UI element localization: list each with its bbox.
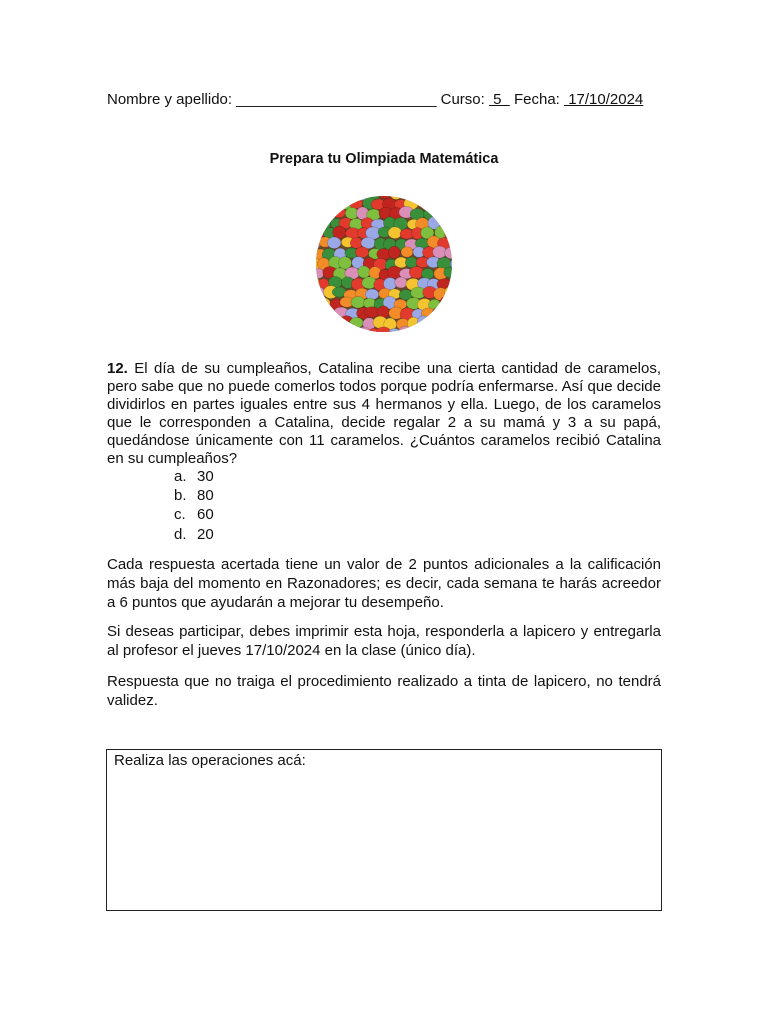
candy-piece xyxy=(440,296,452,308)
problem-number: 12. xyxy=(107,360,128,377)
candy-piece xyxy=(323,208,336,218)
candy-piece xyxy=(323,196,337,199)
option-d[interactable] xyxy=(174,525,214,544)
candy-piece xyxy=(433,246,447,258)
candy-piece xyxy=(365,289,378,300)
candy-piece xyxy=(402,196,415,199)
page-title: Prepara tu Olimpiada Matemática xyxy=(269,151,499,167)
candy-piece xyxy=(330,316,343,329)
candy-piece xyxy=(428,197,441,209)
option-letter: d. xyxy=(174,525,187,543)
date-value[interactable]: 17/10/2024 xyxy=(564,91,644,108)
option-b[interactable] xyxy=(174,486,214,505)
option-a[interactable] xyxy=(174,467,214,486)
option-value: 60 xyxy=(197,506,214,524)
course-value[interactable]: 5 xyxy=(488,91,510,108)
candy-piece xyxy=(413,196,425,199)
candy-piece xyxy=(334,196,346,200)
candy-piece xyxy=(319,199,334,211)
candy-piece xyxy=(316,317,321,328)
candy-piece xyxy=(355,247,369,258)
candy-piece xyxy=(449,198,452,208)
candy-piece xyxy=(422,196,435,198)
candy-piece xyxy=(358,266,370,278)
candy-image xyxy=(316,196,452,332)
candy-piece xyxy=(438,197,452,207)
candy-piece xyxy=(316,296,322,308)
candy-piece xyxy=(417,196,430,207)
scoring-paragraph: Cada respuesta acertada tiene un valor de 2 puntos adicionales a la calificación más baja del momento en Razonadores; es decir, cada semana te harás acreedor a 6 puntos que ayudarán a mejorar tu desempeño. xyxy=(107,556,661,611)
problem-text: El día de su cumpleaños, Catalina recibe una cierta cantidad de caramelos, pero sabe que no puede comerlos todos porque podría enfermarse. Así que decide dividirlos en partes iguales entre sus 4 hermanos y ella. Luego, de los caramelos que le corresponden a Catalina, decide regalar 2 a su mamá y 3 a su papá, quedándose únicamente con 11 caramelos. ¿Cuántos caramelos recibió Catalina en su cumpleaños? xyxy=(107,360,661,467)
candy-piece xyxy=(351,297,365,308)
candy-piece xyxy=(323,308,335,321)
candy-piece xyxy=(329,197,342,208)
candy-piece xyxy=(333,207,346,218)
candy-piece xyxy=(316,298,330,310)
candy-piece xyxy=(435,208,447,220)
candy-piece xyxy=(435,196,448,199)
candy-piece xyxy=(429,318,441,329)
candy-piece xyxy=(401,247,413,258)
candy-piece xyxy=(327,237,340,249)
candy-piece xyxy=(316,307,323,319)
candy-piece xyxy=(318,317,332,329)
work-area-box[interactable] xyxy=(106,749,662,911)
candy-piece xyxy=(417,316,430,328)
candy-piece xyxy=(450,278,452,289)
candy-piece xyxy=(444,326,452,332)
candy-piece xyxy=(409,328,422,332)
answer-options xyxy=(174,467,214,544)
candy-piece xyxy=(316,327,324,332)
name-blank[interactable]: ________________________ xyxy=(236,91,437,108)
candy-piece xyxy=(441,317,452,328)
option-value: 30 xyxy=(197,468,214,485)
problem-statement xyxy=(107,360,661,468)
date-label: Fecha: xyxy=(509,91,565,108)
candy-piece xyxy=(324,328,338,332)
option-letter: b. xyxy=(174,487,187,505)
candy-piece xyxy=(449,297,452,308)
candy-piece xyxy=(450,237,452,249)
candy-piece xyxy=(450,320,452,330)
option-letter: c. xyxy=(174,506,186,524)
name-label: Nombre y apellido: xyxy=(107,91,237,108)
student-info-line xyxy=(107,91,643,109)
option-c[interactable] xyxy=(174,505,214,524)
candy-piece xyxy=(316,196,321,208)
validity-paragraph: Respuesta que no traiga el procedimiento realizado a tinta de lapicero, no tendrá validez. xyxy=(107,673,661,709)
candy-piece xyxy=(334,328,348,332)
candy-piece xyxy=(388,227,402,239)
work-area-label: Realiza las operaciones acá: xyxy=(114,752,306,769)
candy-piece xyxy=(316,208,325,221)
candy-piece xyxy=(395,277,407,288)
candy-piece xyxy=(446,196,452,199)
candy-piece xyxy=(344,196,359,199)
instructions-paragraph: Si deseas participar, debes imprimir esta hoja, responderla a lapicero y entregarla al profesor el jueves 17/10/2024 en la clase (único día). xyxy=(107,623,661,659)
candy-piece xyxy=(316,218,319,231)
course-label: Curso: xyxy=(436,91,489,108)
option-value: 80 xyxy=(197,487,214,505)
candy-piece xyxy=(422,330,435,332)
candy-piece xyxy=(433,329,447,332)
candy-piece xyxy=(344,327,357,332)
option-value: 20 xyxy=(197,525,214,543)
candy-piece xyxy=(432,307,444,319)
candy-piece xyxy=(350,317,364,328)
candy-piece xyxy=(450,219,452,230)
candy-piece xyxy=(388,246,400,258)
candy-piece xyxy=(446,309,452,320)
option-letter: a. xyxy=(174,468,187,485)
candy-piece xyxy=(443,209,452,219)
candy-illustration xyxy=(316,196,452,332)
candy-piece xyxy=(316,196,327,198)
